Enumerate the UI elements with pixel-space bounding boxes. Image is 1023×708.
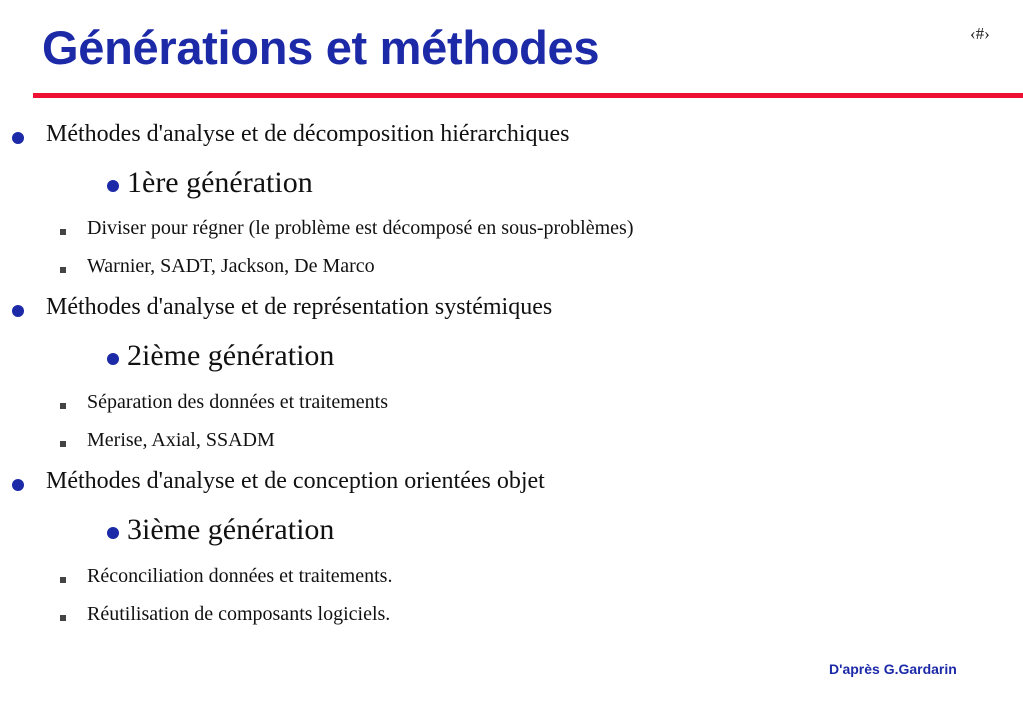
slide-title: Générations et méthodes: [42, 21, 600, 74]
square-bullet-icon: [60, 615, 66, 621]
detail-item: Réutilisation de composants logiciels.: [87, 603, 391, 625]
generation-dot-icon: [107, 527, 119, 539]
generation-label: 2ième génération: [127, 339, 335, 372]
detail-item: Merise, Axial, SSADM: [87, 429, 275, 451]
title-divider: [33, 93, 1023, 98]
detail-item: Séparation des données et traitements: [87, 391, 389, 413]
bullet-text: Méthodes d'analyse et de représentation systémiques: [46, 294, 553, 320]
bullet-dot-icon: [12, 132, 24, 144]
generation-dot-icon: [107, 353, 119, 365]
square-bullet-icon: [60, 441, 66, 447]
detail-item: Diviser pour régner (le problème est décomposé en sous-problèmes): [87, 217, 634, 239]
source-credit: D'après G.Gardarin: [829, 661, 957, 677]
bullet-dot-icon: [12, 305, 24, 317]
detail-item: Warnier, SADT, Jackson, De Marco: [87, 255, 375, 277]
bullet-dot-icon: [12, 479, 24, 491]
generation-dot-icon: [107, 180, 119, 192]
bullet-text: Méthodes d'analyse et de décomposition hiérarchiques: [46, 121, 570, 147]
square-bullet-icon: [60, 403, 66, 409]
detail-item: Réconciliation données et traitements.: [87, 565, 393, 587]
generation-label: 1ère génération: [127, 166, 313, 199]
square-bullet-icon: [60, 577, 66, 583]
square-bullet-icon: [60, 229, 66, 235]
bullet-text: Méthodes d'analyse et de conception orientées objet: [46, 468, 545, 494]
generation-label: 3ième génération: [127, 513, 335, 546]
square-bullet-icon: [60, 267, 66, 273]
slide-number: ‹#›: [970, 24, 990, 43]
